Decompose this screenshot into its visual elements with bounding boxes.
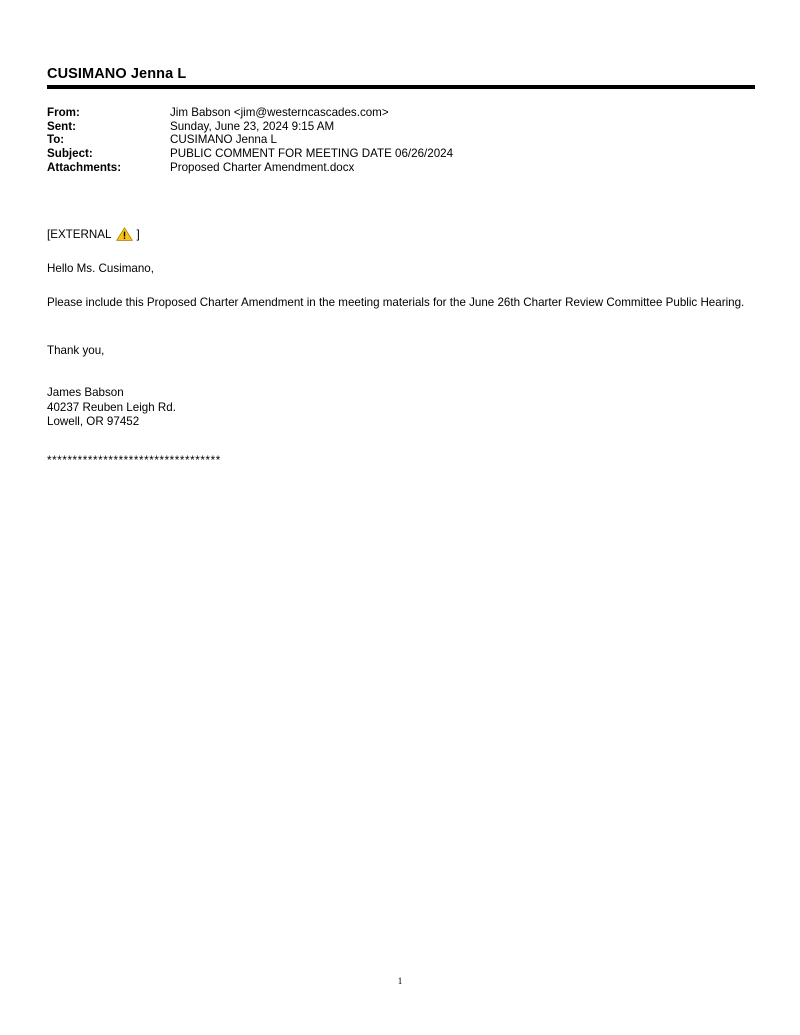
greeting: Hello Ms. Cusimano, (47, 262, 154, 275)
page-number: 1 (397, 977, 403, 987)
header-row-to (47, 133, 755, 147)
external-tag-close: ] (136, 228, 140, 241)
attachments-label: Attachments: (47, 160, 122, 174)
sent-value: Sunday, June 23, 2024 9:15 AM (170, 119, 335, 133)
signature-name: James Babson (47, 386, 124, 399)
from-label: From: (47, 106, 80, 119)
signature-address-line-1: 40237 Reuben Leigh Rd. (47, 400, 176, 414)
sent-label: Sent: (47, 119, 76, 133)
body-paragraph: Please include this Proposed Charter Amendment in the meeting materials for the June 26th Charter Review Committee Public Hearing. (47, 296, 745, 309)
subject-label: Subject: (47, 147, 93, 161)
external-sender-banner (47, 227, 755, 243)
to-value: CUSIMANO Jenna L (170, 133, 277, 147)
signature-address-line-2: Lowell, OR 97452 (47, 415, 140, 428)
header-divider (47, 85, 755, 89)
external-tag-open: [EXTERNAL (47, 228, 111, 241)
header-row-subject (47, 147, 755, 161)
subject-value: PUBLIC COMMENT FOR MEETING DATE 06/26/2024 (170, 147, 454, 161)
to-label: To: (47, 133, 65, 147)
email-headers (47, 106, 755, 174)
from-value: Jim Babson <jim@westerncascades.com> (170, 106, 389, 119)
mailbox-owner-name: CUSIMANO Jenna L (47, 66, 187, 82)
warning-triangle-icon (116, 227, 133, 241)
header-row-attachments (47, 161, 755, 175)
closing: Thank you, (47, 344, 105, 357)
signature-block (47, 386, 755, 430)
separator-line: ********************************** (47, 454, 221, 467)
attachment-filename: Proposed Charter Amendment.docx (170, 160, 355, 174)
header-row-from (47, 106, 755, 120)
header-row-sent (47, 120, 755, 134)
